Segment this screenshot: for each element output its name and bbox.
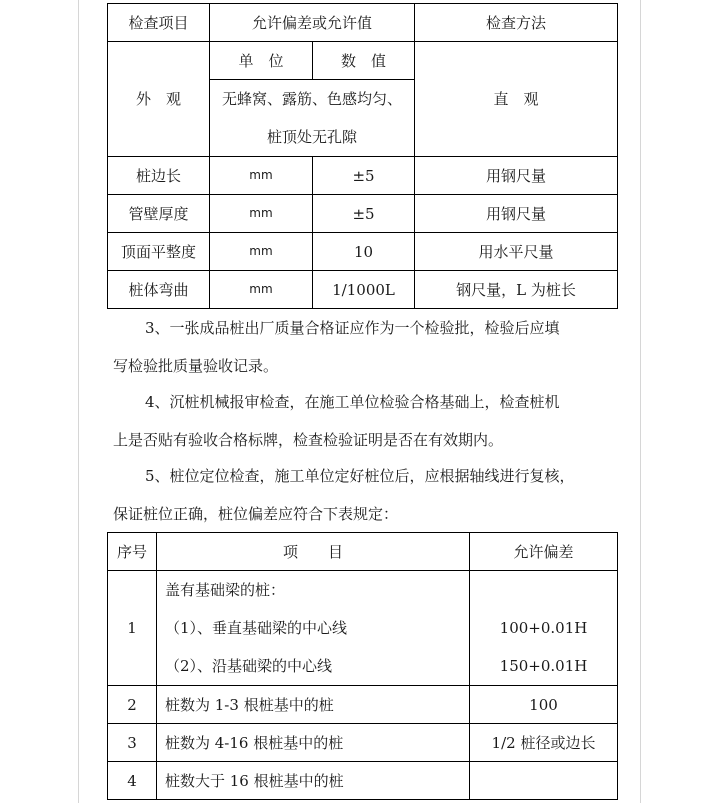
table-cell [470,571,618,686]
table-cell: 桩数为 4-16 根桩基中的桩 [157,724,470,762]
table-cell: ±5 [313,157,415,195]
table-cell: 钢尺量，L 为桩长 [415,271,618,309]
header-cell: 项 目 [157,533,470,571]
table-cell: mm [210,157,313,195]
table-row [108,195,618,233]
table-cell: mm [210,195,313,233]
table-cell: 4 [108,762,157,800]
table-cell: 10 [313,233,415,271]
cell-text-line [470,571,617,609]
cell-text-line: 盖有基础梁的桩： [165,581,286,599]
table-header-row [108,533,618,571]
paragraph-3 [113,309,613,385]
table-cell: 3 [108,724,157,762]
table-cell: 桩数大于 16 根桩基中的桩 [157,762,470,800]
table-row [108,157,618,195]
table-cell: 1 [108,571,157,686]
header-cell: 检查项目 [108,4,210,42]
header-cell: 允许偏差或允许值 [210,4,415,42]
table-row [108,271,618,309]
table-cell: 用水平尺量 [415,233,618,271]
table-cell: 用钢尺量 [415,157,618,195]
table-cell: 1/1000L [313,271,415,309]
table-row [108,762,618,800]
table-cell: 桩体弯曲 [108,271,210,309]
table-row [108,724,618,762]
table-row [108,686,618,724]
paragraph-line: 4、沉桩机械报审检查，在施工单位检验合格基础上，检查桩机 [145,393,560,411]
cell-text-line: 桩顶处无孔隙 [267,128,358,146]
paragraph-line: 保证桩位正确，桩位偏差应符合下表规定： [113,505,399,523]
table-header-row [108,4,618,42]
table-cell [210,80,415,157]
cell-text-line: （1）、垂直基础梁的中心线 [165,619,348,637]
table-cell: mm [210,233,313,271]
header-cell: 序号 [108,533,157,571]
paragraph-5 [113,457,613,533]
pile-deviation-table [107,532,618,800]
table-cell [470,762,618,800]
table-row [108,233,618,271]
header-cell: 允许偏差 [470,533,618,571]
cell-text-line: 无蜂窝、露筋、色感均匀、 [222,90,403,108]
page-margin-line-left [78,0,79,803]
paragraph-line: 3、一张成品桩出厂质量合格证应作为一个检验批，检验后应填 [145,319,560,337]
table-cell: ±5 [313,195,415,233]
paragraph-4 [113,383,613,459]
table-cell: 用钢尺量 [415,195,618,233]
cell-text-line: 100+0.01H [499,619,588,637]
page-margin-line-right [640,0,641,803]
table-cell: 外 观 [108,42,210,157]
table-subheader-row [108,42,618,80]
table-cell: 1/2 桩径或边长 [470,724,618,762]
table-cell: mm [210,271,313,309]
table-cell: 桩数为 1-3 根桩基中的桩 [157,686,470,724]
header-cell: 检查方法 [415,4,618,42]
table-cell: 直 观 [415,42,618,157]
paragraph-line: 写检验批质量验收记录。 [113,357,279,375]
paragraph-line: 5、桩位定位检查，施工单位定好桩位后，应根据轴线进行复核， [145,467,575,485]
table-cell: 桩边长 [108,157,210,195]
table-cell: 2 [108,686,157,724]
table-cell: 管壁厚度 [108,195,210,233]
cell-text-line: 150+0.01H [499,657,588,675]
subheader-cell: 单 位 [210,42,313,80]
table-cell [157,571,470,686]
table-cell: 100 [470,686,618,724]
paragraph-line: 上是否贴有验收合格标牌，检查检验证明是否在有效期内。 [113,431,504,449]
cell-text-line: （2）、沿基础梁的中心线 [165,657,333,675]
table-cell: 顶面平整度 [108,233,210,271]
inspection-table [107,3,618,309]
table-row [108,571,618,686]
subheader-cell: 数 值 [313,42,415,80]
